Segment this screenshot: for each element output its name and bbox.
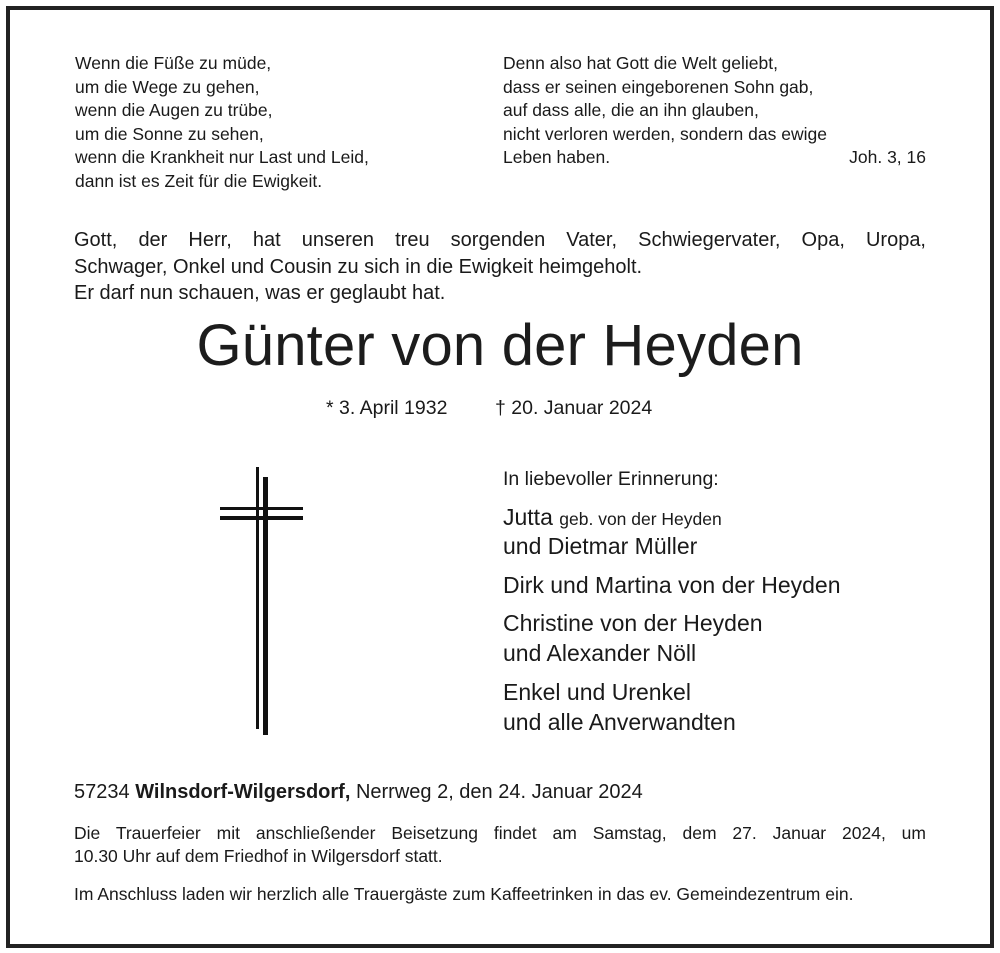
verse-line: dass er seinen eingeborenen Sohn gab,: [503, 76, 814, 97]
poem-line: wenn die Krankheit nur Last und Leid,: [75, 147, 369, 167]
poem-line: um die Wege zu gehen,: [75, 76, 260, 97]
coffee-invitation: Im Anschluss laden wir herzlich alle Trauergäste zum Kaffeetrinken in das ev. Gemeindezentrum ein.: [74, 884, 854, 904]
verse-line: Leben haben.: [503, 147, 611, 167]
verse-line: auf dass alle, die an ihn glauben,: [503, 100, 759, 120]
death-date: † 20. Januar 2024: [495, 397, 653, 419]
mourner-line: und alle Anverwandten: [503, 709, 736, 735]
mourner-line: und Dietmar Müller: [503, 533, 698, 559]
poem-left: [75, 52, 369, 193]
address-town: Wilnsdorf-Wilgersdorf,: [135, 781, 351, 803]
mourners-heading: In liebevoller Erinnerung:: [503, 468, 719, 490]
birth-date: * 3. April 1932: [326, 397, 448, 419]
intro-line: Gott, der Herr, hat unseren treu sorgenden Vater, Schwiegervater, Opa, Uropa,: [74, 229, 926, 251]
verse-line: Denn also hat Gott die Welt geliebt,: [503, 53, 778, 73]
poem-line: dann ist es Zeit für die Ewigkeit.: [75, 170, 323, 191]
funeral-info: [74, 822, 926, 868]
bible-reference: Joh. 3, 16: [849, 147, 926, 167]
funeral-line: Die Trauerfeier mit anschließender Beisetzung findet am Samstag, dem 27. Januar 2024, um: [74, 823, 926, 843]
intro-text: [74, 227, 926, 307]
intro-line: Schwager, Onkel und Cousin zu sich in die Ewigkeit heimgeholt.: [74, 255, 643, 278]
mourner-group-2: Dirk und Martina von der Heyden: [503, 572, 841, 598]
poem-line: um die Sonne zu sehen,: [75, 123, 264, 144]
mourner-note: geb. von der Heyden: [559, 509, 722, 529]
address-rest: Nerrweg 2, den 24. Januar 2024: [355, 781, 643, 803]
mourner-group-4: Enkel und Urenkel: [503, 679, 691, 705]
address-line: [74, 781, 643, 804]
bible-verse: [503, 52, 827, 170]
intro-line: Er darf nun schauen, was er geglaubt hat.: [74, 282, 446, 304]
funeral-line: 10.30 Uhr auf dem Friedhof in Wilgersdorf statt.: [74, 846, 443, 866]
poem-line: Wenn die Füße zu müde,: [75, 53, 272, 73]
mourner-group-1: [503, 504, 722, 531]
poem-line: wenn die Augen zu trübe,: [75, 100, 273, 120]
verse-line: nicht verloren werden, sondern das ewige: [503, 123, 827, 144]
deceased-name: Günter von der Heyden: [196, 313, 804, 378]
mourner-line: und Alexander Nöll: [503, 640, 697, 666]
address-zip: 57234: [74, 781, 130, 803]
mourner-name: Jutta: [503, 504, 553, 530]
mourner-group-3: Christine von der Heyden: [503, 610, 763, 636]
